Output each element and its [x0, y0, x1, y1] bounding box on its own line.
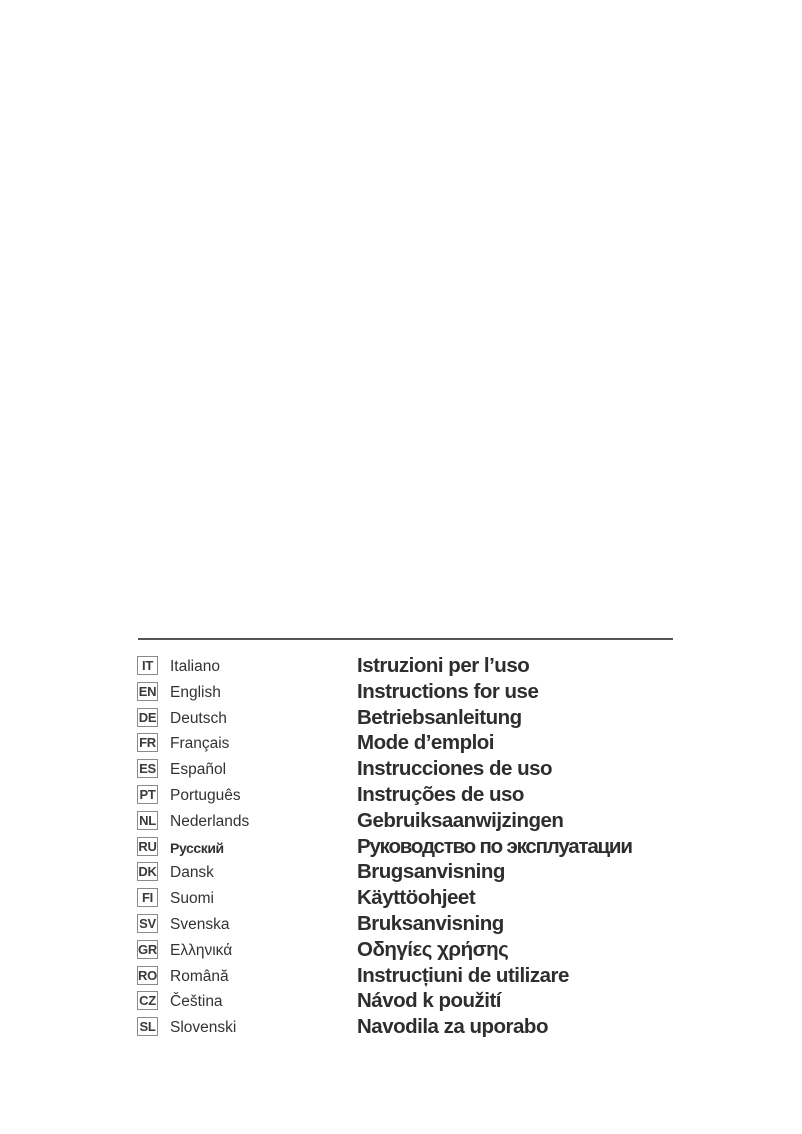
language-name: Español: [170, 761, 227, 779]
language-name: Română: [170, 967, 229, 985]
manual-title: Betriebsanleitung: [357, 705, 522, 729]
manual-title: Käyttöohjeet: [357, 886, 476, 910]
manual-title: Brugsanvisning: [357, 860, 505, 884]
language-code: PT: [137, 785, 158, 804]
language-row-gr: [137, 939, 697, 965]
language-name: English: [170, 683, 221, 701]
manual-title: Instruções de uso: [357, 782, 524, 806]
language-name: Français: [170, 735, 230, 753]
language-row-nl: [137, 810, 697, 836]
language-name: Русский: [170, 839, 224, 856]
language-code: SV: [137, 914, 158, 933]
language-name: Deutsch: [170, 709, 227, 727]
language-code: FR: [137, 733, 158, 752]
manual-title: Instructions for use: [357, 679, 539, 703]
language-list: [137, 655, 697, 1042]
language-name: Svenska: [170, 915, 230, 933]
language-name: Ελληνικά: [170, 941, 233, 959]
language-code: RO: [138, 967, 157, 983]
language-row-it: [137, 655, 697, 681]
manual-title: Instrucțiuni de utilizare: [357, 963, 569, 987]
divider-line: [138, 638, 673, 640]
language-row-en: [137, 681, 697, 707]
manual-title: Navodila za uporabo: [357, 1015, 548, 1039]
language-row-cz: [137, 990, 697, 1016]
language-name: Nederlands: [170, 812, 250, 830]
language-name: Čeština: [170, 993, 223, 1011]
manual-title: Istruzioni per l’uso: [357, 654, 530, 677]
language-row-es: [137, 758, 697, 784]
language-row-dk: [137, 861, 697, 887]
manual-title: Návod k použití: [357, 989, 501, 1013]
manual-title: Mode d’emploi: [357, 731, 494, 755]
language-code: ES: [137, 759, 158, 778]
manual-title: Bruksanvisning: [357, 911, 504, 935]
manual-title: Οδηγίες χρήσης: [357, 937, 509, 961]
language-code: GR: [138, 941, 157, 957]
language-code: FI: [137, 888, 158, 907]
language-code: DK: [138, 864, 157, 880]
language-code: NL: [137, 811, 158, 830]
language-row-ro: [137, 965, 697, 991]
language-name: Suomi: [170, 890, 214, 908]
language-code: SL: [137, 1017, 158, 1036]
language-code: RU: [138, 838, 157, 854]
manual-title: Руководство по эксплуатации: [357, 834, 632, 858]
language-name: Dansk: [170, 864, 214, 882]
language-code: EN: [138, 683, 157, 699]
manual-title: Instrucciones de uso: [357, 757, 553, 781]
language-row-sv: [137, 913, 697, 939]
manual-title: Gebruiksaanwijzingen: [357, 808, 564, 832]
language-row-de: [137, 707, 697, 733]
language-row-pt: [137, 784, 697, 810]
language-row-fr: [137, 732, 697, 758]
language-row-fi: [137, 887, 697, 913]
language-code: IT: [137, 656, 158, 675]
language-name: Italiano: [170, 658, 220, 675]
language-code: CZ: [137, 991, 158, 1010]
language-code: DE: [138, 709, 157, 725]
language-name: Português: [170, 786, 241, 804]
language-row-ru: [137, 836, 697, 862]
language-name: Slovenski: [170, 1019, 237, 1037]
language-row-sl: [137, 1016, 697, 1042]
